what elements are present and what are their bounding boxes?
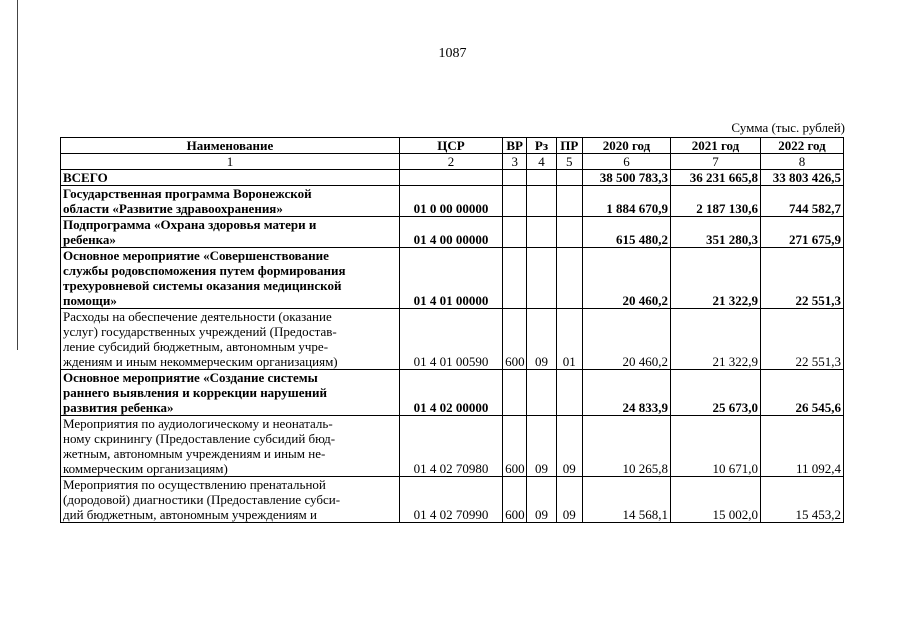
column-index: 7 (670, 154, 760, 170)
row-name-line: Мероприятия по аудиологическому и неонаталь- (63, 416, 333, 431)
column-index-row (61, 154, 844, 170)
row-rz (527, 248, 556, 309)
row-vr: 600 (503, 309, 527, 370)
row-amount-2020: 10 265,8 (582, 416, 670, 477)
row-amount-2021: 21 322,9 (670, 248, 760, 309)
row-rz (527, 170, 556, 186)
row-amount-2021: 21 322,9 (670, 309, 760, 370)
row-amount-2022: 15 453,2 (760, 477, 843, 523)
table-row (61, 477, 844, 523)
row-pr: 01 (556, 309, 582, 370)
row-name-line: коммерческим организациям) (63, 461, 228, 476)
row-amount-2022: 11 092,4 (760, 416, 843, 477)
row-name (61, 217, 400, 248)
column-index: 1 (61, 154, 400, 170)
row-rz: 09 (527, 416, 556, 477)
row-name (61, 370, 400, 416)
row-name (61, 186, 400, 217)
row-rz (527, 186, 556, 217)
row-csr: 01 4 00 00000 (399, 217, 502, 248)
row-vr (503, 186, 527, 217)
header-rz: Рз (527, 138, 556, 154)
header-csr: ЦСР (399, 138, 502, 154)
row-rz (527, 370, 556, 416)
row-pr (556, 186, 582, 217)
row-rz (527, 217, 556, 248)
row-name-line: развития ребенка» (63, 400, 174, 415)
row-name-line: ждениям и иным некоммерческим организациям) (63, 354, 338, 369)
header-vr: ВР (503, 138, 527, 154)
column-index: 2 (399, 154, 502, 170)
row-name-line: трехуровневой системы оказания медицинской (63, 278, 342, 293)
row-amount-2021: 25 673,0 (670, 370, 760, 416)
row-amount-2020: 14 568,1 (582, 477, 670, 523)
row-amount-2020: 24 833,9 (582, 370, 670, 416)
row-name-line: ребенка» (63, 232, 116, 247)
row-name-line: услуг) государственных учреждений (Предостав- (63, 324, 337, 339)
header-2022: 2022 год (760, 138, 843, 154)
row-amount-2022: 26 545,6 (760, 370, 843, 416)
header-2020: 2020 год (582, 138, 670, 154)
table-row (61, 416, 844, 477)
row-name-line: ление субсидий бюджетным, автономным учре- (63, 339, 329, 354)
table-row (61, 217, 844, 248)
row-amount-2022: 22 551,3 (760, 248, 843, 309)
table-row (61, 186, 844, 217)
row-csr: 01 4 02 00000 (399, 370, 502, 416)
row-name (61, 477, 400, 523)
table-row (61, 309, 844, 370)
row-name (61, 170, 400, 186)
row-pr (556, 170, 582, 186)
column-index: 3 (503, 154, 527, 170)
row-csr: 01 4 02 70990 (399, 477, 502, 523)
column-index: 8 (760, 154, 843, 170)
row-name-line: помощи» (63, 293, 117, 308)
row-csr: 01 4 01 00000 (399, 248, 502, 309)
row-amount-2021: 10 671,0 (670, 416, 760, 477)
row-amount-2021: 351 280,3 (670, 217, 760, 248)
row-vr: 600 (503, 477, 527, 523)
row-name-line: Расходы на обеспечение деятельности (оказание (63, 309, 332, 324)
row-vr (503, 170, 527, 186)
units-caption: Сумма (тыс. рублей) (731, 120, 845, 135)
row-pr (556, 217, 582, 248)
row-name (61, 309, 400, 370)
row-pr: 09 (556, 477, 582, 523)
row-csr: 01 0 00 00000 (399, 186, 502, 217)
row-amount-2020: 38 500 783,3 (582, 170, 670, 186)
header-pr: ПР (556, 138, 582, 154)
row-amount-2020: 1 884 670,9 (582, 186, 670, 217)
row-name-line: Подпрограмма «Охрана здоровья матери и (63, 217, 317, 232)
row-rz: 09 (527, 309, 556, 370)
table-body (61, 170, 844, 523)
row-name-line: дий бюджетным, автономным учреждениям и (63, 507, 317, 522)
row-pr (556, 370, 582, 416)
row-name-line: Основное мероприятие «Совершенствование (63, 248, 329, 263)
row-amount-2022: 33 803 426,5 (760, 170, 843, 186)
table-row (61, 248, 844, 309)
row-name-line: Основное мероприятие «Создание системы (63, 370, 318, 385)
row-name-line: раннего выявления и коррекции нарушений (63, 385, 327, 400)
page-number: 1087 (438, 46, 467, 61)
row-name-line: Мероприятия по осуществлению пренатальной (63, 477, 326, 492)
row-name-line: ВСЕГО (63, 170, 108, 185)
header-row (61, 138, 844, 154)
row-csr (399, 170, 502, 186)
column-index: 4 (527, 154, 556, 170)
row-name-line: области «Развитие здравоохранения» (63, 201, 283, 216)
budget-table (60, 137, 844, 523)
row-name-line: ному скринингу (Предоставление субсидий бюд- (63, 431, 336, 446)
row-name-line: Государственная программа Воронежской (63, 186, 312, 201)
row-amount-2021: 15 002,0 (670, 477, 760, 523)
row-csr: 01 4 02 70980 (399, 416, 502, 477)
row-amount-2021: 2 187 130,6 (670, 186, 760, 217)
row-name (61, 248, 400, 309)
row-vr: 600 (503, 416, 527, 477)
row-name (61, 416, 400, 477)
header-name: Наименование (61, 138, 400, 154)
row-amount-2020: 615 480,2 (582, 217, 670, 248)
column-index: 5 (556, 154, 582, 170)
row-amount-2021: 36 231 665,8 (670, 170, 760, 186)
row-amount-2022: 22 551,3 (760, 309, 843, 370)
column-index: 6 (582, 154, 670, 170)
row-amount-2022: 271 675,9 (760, 217, 843, 248)
row-name-line: службы родовспоможения путем формирования (63, 263, 346, 278)
row-name-line: жетным, автономным учреждениям и иным не- (63, 446, 326, 461)
table-row (61, 370, 844, 416)
row-pr: 09 (556, 416, 582, 477)
row-pr (556, 248, 582, 309)
row-name-line: (дородовой) диагностики (Предоставление субси- (63, 492, 341, 507)
row-vr (503, 248, 527, 309)
table-row (61, 170, 844, 186)
row-amount-2022: 744 582,7 (760, 186, 843, 217)
row-vr (503, 370, 527, 416)
row-vr (503, 217, 527, 248)
row-amount-2020: 20 460,2 (582, 248, 670, 309)
row-rz: 09 (527, 477, 556, 523)
header-2021: 2021 год (670, 138, 760, 154)
row-amount-2020: 20 460,2 (582, 309, 670, 370)
row-csr: 01 4 01 00590 (399, 309, 502, 370)
